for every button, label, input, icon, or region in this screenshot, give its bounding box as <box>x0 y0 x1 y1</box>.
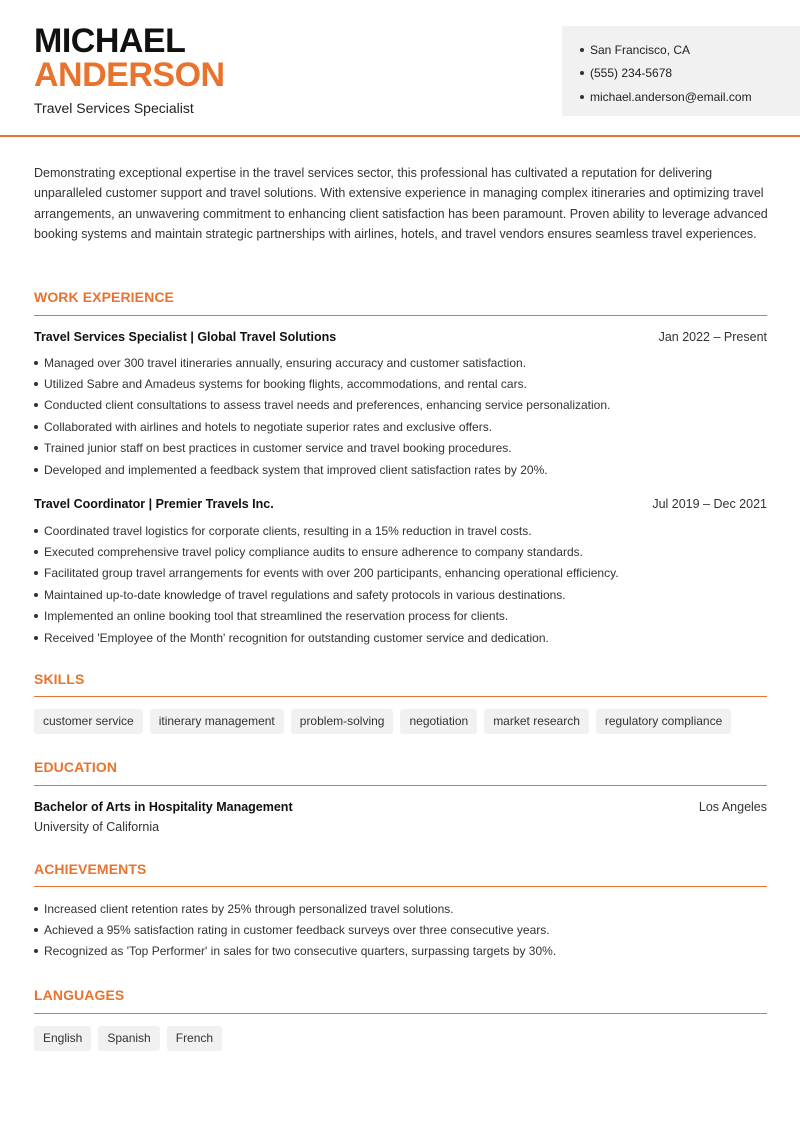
skill-chip: problem-solving <box>291 709 394 734</box>
job-role: Travel Coordinator | Premier Travels Inc. <box>34 497 274 511</box>
last-name: ANDERSON <box>34 56 225 94</box>
language-chip: English <box>34 1026 91 1051</box>
list-item-text: Managed over 300 travel itineraries annually, ensuring accuracy and customer satisfaction. <box>44 355 527 370</box>
bullet-icon <box>34 446 38 450</box>
bullet-icon <box>34 928 38 932</box>
section-divider <box>34 886 767 887</box>
languages-list <box>34 1026 222 1051</box>
list-item-text: Increased client retention rates by 25% through personalized travel solutions. <box>44 901 454 916</box>
list-item-text: Facilitated group travel arrangements for events with over 200 participants, enhancing operational efficiency. <box>44 566 619 581</box>
list-item-text: Received 'Employee of the Month' recognition for outstanding customer service and dedication. <box>44 630 549 645</box>
list-item <box>34 438 767 459</box>
list-item <box>34 352 767 373</box>
bullet-icon <box>34 571 38 575</box>
list-item <box>34 563 767 584</box>
bullet-icon <box>34 382 38 386</box>
section-title-education: EDUCATION <box>34 759 118 775</box>
list-item-text: Trained junior staff on best practices in customer service and travel booking procedures. <box>44 441 512 456</box>
job-bullet-list <box>34 352 767 480</box>
list-item <box>34 919 767 940</box>
job-dates: Jul 2019 – Dec 2021 <box>652 497 767 511</box>
list-item-text: Achieved a 95% satisfaction rating in customer feedback surveys over three consecutive years. <box>44 923 550 938</box>
list-item <box>34 898 767 919</box>
first-name: MICHAEL <box>34 22 186 60</box>
list-item <box>34 541 767 562</box>
list-item-text: Developed and implemented a feedback system that improved client satisfaction rates by 20%. <box>44 462 548 477</box>
location-text: San Francisco, CA <box>590 42 691 57</box>
list-item <box>34 416 767 437</box>
bullet-icon <box>34 403 38 407</box>
achievements-list <box>34 898 767 962</box>
phone-text: (555) 234-5678 <box>590 66 673 81</box>
job-header <box>34 497 767 511</box>
bullet-icon <box>34 907 38 911</box>
resume-header <box>0 0 800 137</box>
job-bullet-list <box>34 520 767 648</box>
skill-chip: itinerary management <box>150 709 284 734</box>
job-role: Travel Services Specialist | Global Travel Solutions <box>34 330 337 344</box>
bullet-icon <box>34 636 38 640</box>
list-item <box>34 459 767 480</box>
list-item <box>34 373 767 394</box>
bullet-icon <box>580 71 584 75</box>
contact-location <box>580 38 800 62</box>
bullet-icon <box>34 550 38 554</box>
degree: Bachelor of Arts in Hospitality Management <box>34 800 293 814</box>
list-item <box>34 627 767 648</box>
list-item <box>34 520 767 541</box>
skill-chip: customer service <box>34 709 143 734</box>
section-title-work: WORK EXPERIENCE <box>34 289 174 305</box>
skill-chip: negotiation <box>400 709 477 734</box>
school-name: University of California <box>34 820 160 834</box>
bullet-icon <box>580 48 584 52</box>
list-item <box>34 606 767 627</box>
list-item <box>34 941 767 962</box>
job-header <box>34 330 767 344</box>
section-divider <box>34 1013 767 1014</box>
list-item-text: Recognized as 'Top Performer' in sales for two consecutive quarters, surpassing targets by 30%. <box>44 944 557 959</box>
section-title-skills: SKILLS <box>34 671 85 687</box>
list-item-text: Coordinated travel logistics for corporate clients, resulting in a 15% reduction in travel costs. <box>44 523 532 538</box>
bullet-icon <box>34 468 38 472</box>
bullet-icon <box>34 593 38 597</box>
bullet-icon <box>34 529 38 533</box>
education-location: Los Angeles <box>698 800 767 814</box>
list-item-text: Executed comprehensive travel policy compliance audits to ensure adherence to company standards. <box>44 545 583 560</box>
bullet-icon <box>34 949 38 953</box>
section-divider <box>34 785 767 786</box>
skill-chip: market research <box>484 709 589 734</box>
skill-chip: regulatory compliance <box>596 709 731 734</box>
contact-box <box>562 26 800 116</box>
bullet-icon <box>580 95 584 99</box>
language-chip: Spanish <box>98 1026 159 1051</box>
section-title-languages: LANGUAGES <box>34 987 125 1003</box>
contact-phone <box>580 62 800 86</box>
list-item-text: Conducted client consultations to assess travel needs and preferences, enhancing service personalization. <box>44 398 611 413</box>
professional-summary: Demonstrating exceptional expertise in the travel services sector, this professional has cultivated a reputation for delivering unparalleled customer support and travel solutions. With extensive experience in managing complex itineraries and optimizing travel arrangements, an unwavering commitment to enhancing client satisfaction has been paramount. Proven ability to leverage advanced booking systems and maintain strategic partnerships with airlines, hotels, and travel vendors ensures seamless travel experiences. <box>34 166 768 242</box>
list-item-text: Maintained up-to-date knowledge of travel regulations and safety protocols in various destinations. <box>44 587 566 602</box>
job-dates: Jan 2022 – Present <box>658 330 767 344</box>
list-item-text: Collaborated with airlines and hotels to negotiate superior rates and exclusive offers. <box>44 419 493 434</box>
skills-list <box>34 709 731 734</box>
email-link[interactable]: michael.anderson@email.com <box>590 89 752 104</box>
list-item-text: Utilized Sabre and Amadeus systems for booking flights, accommodations, and rental cars. <box>44 377 527 392</box>
section-title-achievements: ACHIEVEMENTS <box>34 861 147 877</box>
contact-email[interactable] <box>580 85 800 109</box>
bullet-icon <box>34 361 38 365</box>
language-chip: French <box>167 1026 222 1051</box>
section-divider <box>34 696 767 697</box>
job-title: Travel Services Specialist <box>34 100 194 116</box>
bullet-icon <box>34 614 38 618</box>
education-header <box>34 800 767 814</box>
section-divider <box>34 315 767 316</box>
bullet-icon <box>34 425 38 429</box>
candidate-name <box>34 24 225 92</box>
list-item <box>34 584 767 605</box>
list-item <box>34 395 767 416</box>
list-item-text: Implemented an online booking tool that streamlined the reservation process for clients. <box>44 609 509 624</box>
